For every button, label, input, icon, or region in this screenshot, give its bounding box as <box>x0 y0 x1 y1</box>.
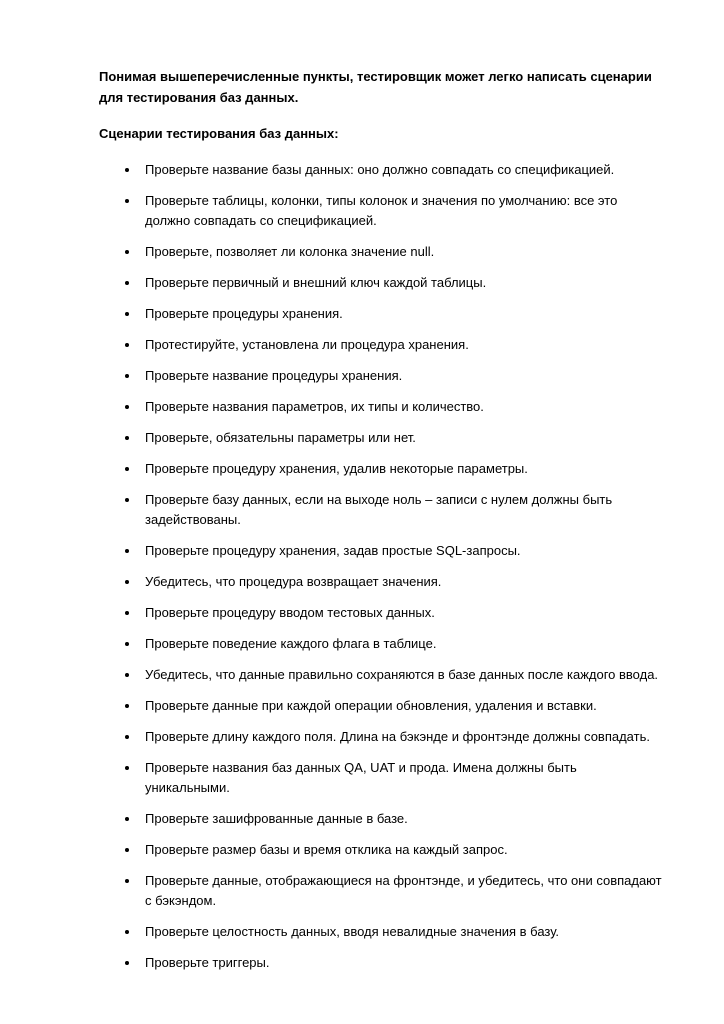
section-heading: Сценарии тестирования баз данных: <box>99 126 339 141</box>
list-item: Проверьте поведение каждого флага в таблице. <box>99 634 664 654</box>
list-item: Проверьте, позволяет ли колонка значение null. <box>99 242 664 262</box>
list-item: Проверьте размер базы и время отклика на каждый запрос. <box>99 840 664 860</box>
list-item: Убедитесь, что процедура возвращает значения. <box>99 572 664 592</box>
list-item: Проверьте базу данных, если на выходе ноль – записи с нулем должны быть задействованы. <box>99 490 664 530</box>
list-item: Проверьте название процедуры хранения. <box>99 366 664 386</box>
list-item: Проверьте данные, отображающиеся на фронтэнде, и убедитесь, что они совпадают с бэкэндом. <box>99 871 664 911</box>
list-item: Проверьте название базы данных: оно должно совпадать со спецификацией. <box>99 160 664 180</box>
list-item: Проверьте первичный и внешний ключ каждой таблицы. <box>99 273 664 293</box>
list-item: Проверьте процедуры хранения. <box>99 304 664 324</box>
list-item: Проверьте процедуру хранения, задав простые SQL-запросы. <box>99 541 664 561</box>
list-item: Проверьте данные при каждой операции обновления, удаления и вставки. <box>99 696 664 716</box>
list-item: Проверьте целостность данных, вводя невалидные значения в базу. <box>99 922 664 942</box>
list-item: Протестируйте, установлена ли процедура хранения. <box>99 335 664 355</box>
intro-paragraph: Понимая вышеперечисленные пункты, тестировщик может легко написать сценарии для тестирования баз данных. <box>99 69 652 105</box>
list-item: Проверьте процедуру хранения, удалив некоторые параметры. <box>99 459 664 479</box>
list-item: Проверьте названия баз данных QA, UAT и прода. Имена должны быть уникальными. <box>99 758 664 798</box>
list-item: Проверьте, обязательны параметры или нет. <box>99 428 664 448</box>
list-item: Убедитесь, что данные правильно сохраняются в базе данных после каждого ввода. <box>99 665 664 685</box>
list-item: Проверьте названия параметров, их типы и количество. <box>99 397 664 417</box>
scenario-list <box>99 160 664 973</box>
list-item: Проверьте зашифрованные данные в базе. <box>99 809 664 829</box>
list-item: Проверьте триггеры. <box>99 953 664 973</box>
list-item: Проверьте длину каждого поля. Длина на бэкэнде и фронтэнде должны совпадать. <box>99 727 664 747</box>
list-item: Проверьте таблицы, колонки, типы колонок и значения по умолчанию: все это должно совпадать со спецификацией. <box>99 191 664 231</box>
list-item: Проверьте процедуру вводом тестовых данных. <box>99 603 664 623</box>
